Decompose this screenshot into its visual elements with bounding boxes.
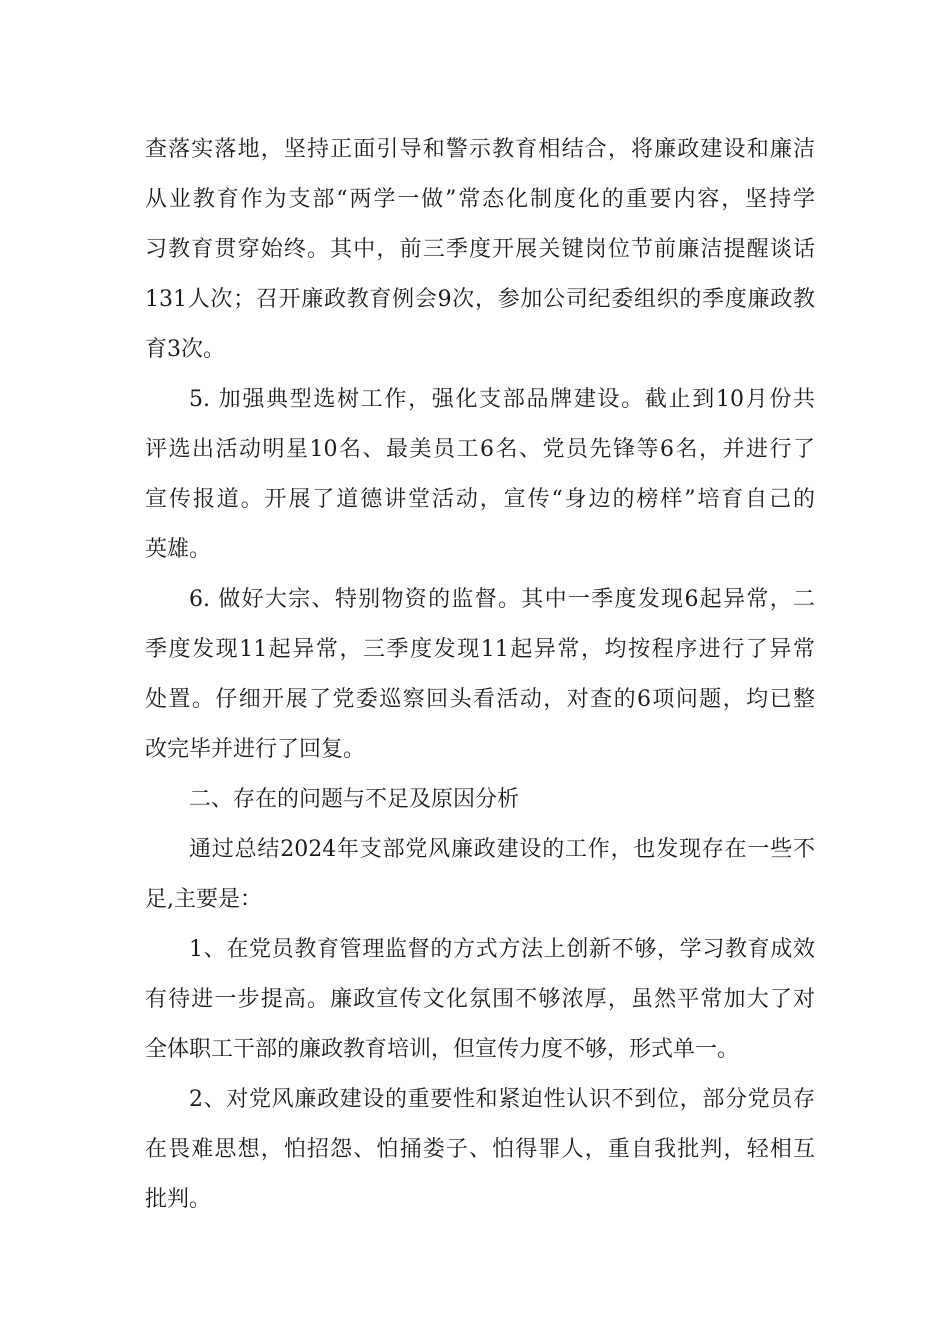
text-line: 育3次。	[145, 337, 225, 362]
text-line: 5. 加强典型选树工作，强化支部品牌建设。截止到10月份共	[189, 387, 815, 412]
text-line: 2、对党风廉政建设的重要性和紧迫性认识不到位，部分党员存	[189, 1087, 815, 1112]
text-line: 6. 做好大宗、特别物资的监督。其中一季度发现6起异常，二	[189, 587, 815, 612]
text-line: 英雄。	[145, 537, 212, 562]
text-line: 1、在党员教育管理监督的方式方法上创新不够，学习教育成效	[189, 937, 815, 962]
text-line: 有待进一步提高。廉政宣传文化氛围不够浓厚，虽然平常加大了对	[145, 987, 815, 1012]
text-line: 从业教育作为支部“两学一做”常态化制度化的重要内容，坚持学	[145, 187, 815, 212]
text-line: 季度发现11起异常，三季度发现11起异常，均按程序进行了异常	[145, 637, 815, 662]
text-line: 查落实落地，坚持正面引导和警示教育相结合，将廉政建设和廉洁	[145, 137, 815, 162]
text-line: 足,主要是：	[145, 887, 262, 912]
text-line: 在畏难思想，怕招怨、怕捅娄子、怕得罪人，重自我批判，轻相互	[145, 1137, 815, 1162]
text-line: 通过总结2024年支部党风廉政建设的工作，也发现存在一些不	[189, 837, 815, 862]
text-line: 全体职工干部的廉政教育培训，但宣传力度不够，形式单一。	[145, 1037, 740, 1062]
text-line: 处置。仔细开展了党委巡察回头看活动，对查的6项问题，均已整	[145, 687, 815, 712]
text-line: 131人次；召开廉政教育例会9次，参加公司纪委组织的季度廉政教	[145, 287, 815, 312]
text-line: 习教育贯穿始终。其中，前三季度开展关键岗位节前廉洁提醒谈话	[145, 237, 815, 262]
section-heading: 二、存在的问题与不足及原因分析	[189, 787, 520, 812]
text-line: 改完毕并进行了回复。	[145, 737, 366, 762]
text-line: 评选出活动明星10名、最美员工6名、党员先锋等6名，并进行了	[145, 437, 815, 462]
text-line: 批判。	[145, 1187, 212, 1212]
text-line: 宣传报道。开展了道德讲堂活动，宣传“身边的榜样”培育自己的	[145, 487, 815, 512]
